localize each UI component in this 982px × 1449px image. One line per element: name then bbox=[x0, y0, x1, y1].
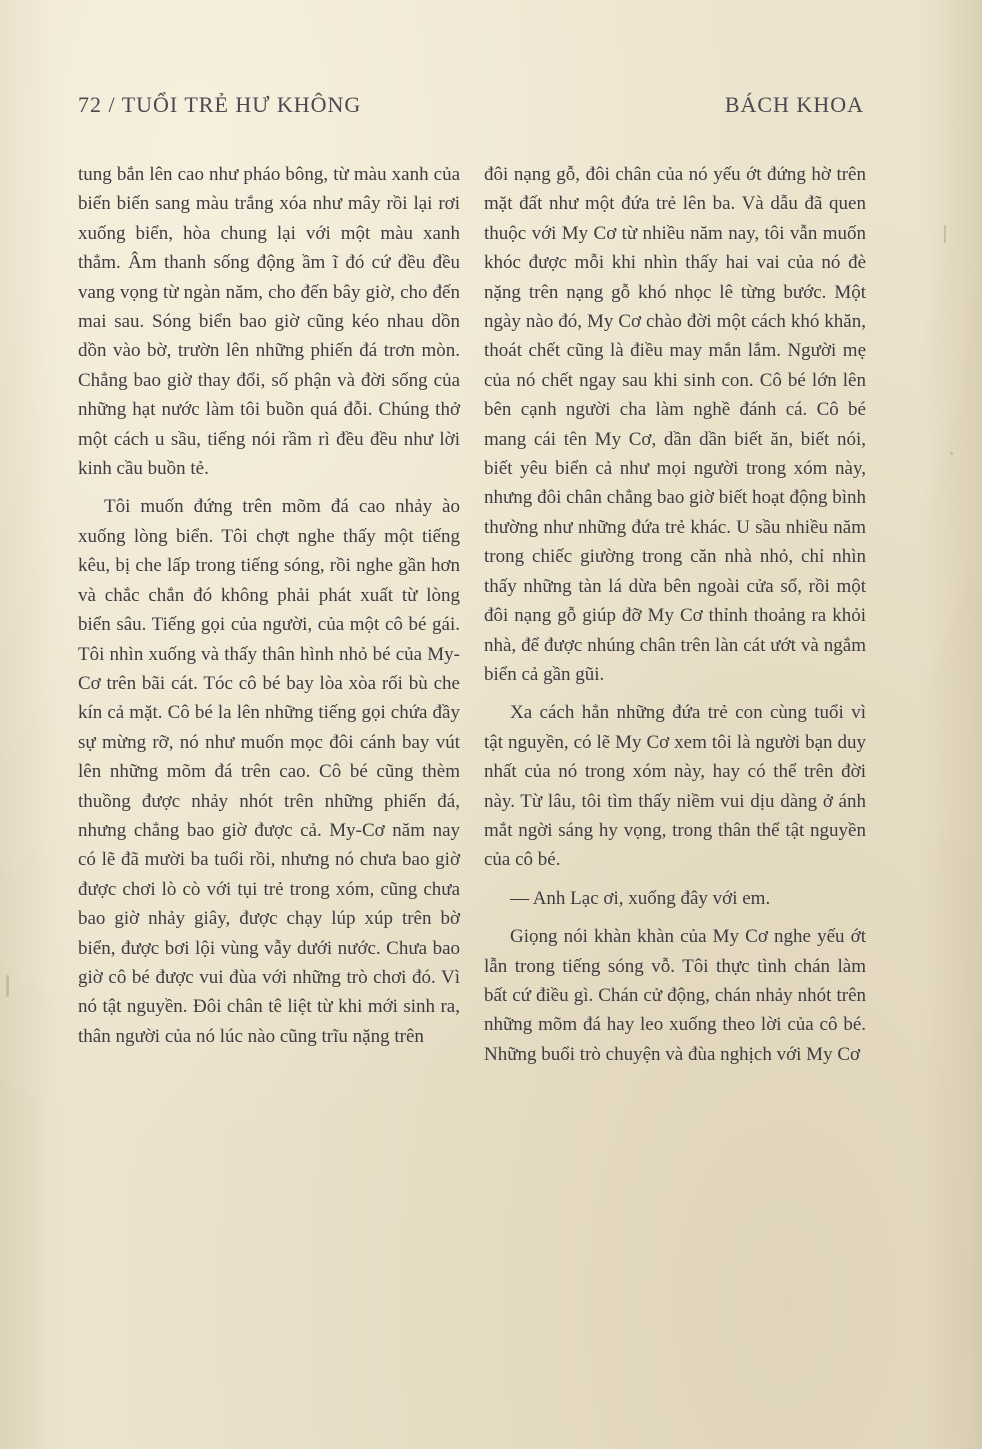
paper-blemish bbox=[6, 975, 9, 997]
paragraph: Tôi muốn đứng trên mõm đá cao nhảy ào xuống lòng biển. Tôi chợt nghe thấy một tiếng kêu, bị che lấp trong tiếng sóng, rồi nghe gần hơn và chắc chắn đó không phải phát xuất từ lòng biển sâu. Tiếng gọi của người, của một cô bé gái. Tôi nhìn xuống và thấy thân hình nhỏ bé của My-Cơ trên bãi cát. Tóc cô bé bay lòa xòa rối bù che kín cả mặt. Cô bé la lên những tiếng gọi chứa đầy sự mừng rỡ, nó như muốn mọc đôi cánh bay vút lên những mõm đá trên cao. Cô bé cũng thèm thuồng được nhảy nhót trên những phiến đá, nhưng chẳng bao giờ được cả. My-Cơ năm nay có lẽ đã mười ba tuổi rồi, nhưng nó chưa bao giờ được chơi lò cò với tụi trẻ trong xóm, cũng chưa bao giờ nhảy giây, được chạy lúp xúp trên bờ biển, được bơi lội vùng vẫy dưới nước. Chưa bao giờ cô bé được vui đùa với những trò chơi đó. Vì nó tật nguyền. Đôi chân tê liệt từ khi mới sinh ra, thân người của nó lúc nào cũng trĩu nặng trên bbox=[78, 496, 460, 1047]
paper-blemish bbox=[944, 225, 946, 243]
page-number-and-title: 72 / TUỔI TRẺ HƯ KHÔNG bbox=[78, 92, 362, 117]
right-column bbox=[484, 160, 866, 1069]
running-header bbox=[78, 92, 864, 122]
paragraph: tung bắn lên cao như pháo bông, từ màu xanh của biển biến sang màu trắng xóa như mây rồi lại rơi xuống biển, hòa chung lại với một màu xanh thẳm. Âm thanh sống động ầm ĩ đó cứ đều đều vang vọng từ ngàn năm, cho đến bây giờ, cho đến mai sau. Sóng biển bao giờ cũng kéo nhau dồn dồn vào bờ, trườn lên những phiến đá trơn mòn. Chẳng bao giờ thay đổi, số phận và đời sống của những hạt nước làm tôi buồn quá đỗi. Chúng thở một cách u sầu, tiếng nói rầm rì đều đều như lời kinh cầu buồn tẻ. bbox=[78, 164, 460, 480]
magazine-name: BÁCH KHOA bbox=[724, 92, 864, 117]
paragraph: đôi nạng gỗ, đôi chân của nó yếu ớt đứng hờ trên mặt đất như một đứa trẻ lên ba. Và dẫu đã quen thuộc với My Cơ từ nhiều năm nay, tôi vẫn muốn khóc được mỗi khi nhìn thấy hai vai của nó đè nặng trên nạng gỗ khó nhọc lê từng bước. Một ngày nào đó, My Cơ chào đời một cách khó khăn, thoát chết cũng là điều may mắn lắm. Người mẹ của nó chết ngay sau khi sinh con. Cô bé lớn lên bên cạnh người cha làm nghề đánh cá. Cô bé mang cái tên My Cơ, dần dần biết ăn, biết nói, biết yêu biển cả như mọi người trong xóm này, nhưng đôi chân chẳng bao giờ biết hoạt động bình thường như những đứa trẻ khác. U sầu nhiều năm trong chiếc giường trong căn nhà nhỏ, chỉ nhìn thấy những tàn lá dừa bên ngoài cửa sổ, rồi một đôi nạng gỗ giúp đỡ My Cơ thỉnh thoảng ra khỏi nhà, để được nhúng chân trên làn cát ướt và ngắm biển cả gần gũi. bbox=[484, 164, 866, 685]
paper-blemish bbox=[950, 452, 953, 455]
left-column bbox=[78, 160, 460, 1051]
paragraph: Xa cách hẳn những đứa trẻ con cùng tuổi vì tật nguyền, có lẽ My Cơ xem tôi là người bạn duy nhất của nó trong xóm này, hay có thể trên đời này. Từ lâu, tôi tìm thấy niềm vui dịu dàng ở ánh mắt ngời sáng hy vọng, trong thân thể tật nguyền của cô bé. bbox=[484, 702, 866, 871]
dialogue-line: — Anh Lạc ơi, xuống đây với em. bbox=[510, 887, 771, 909]
paragraph: Giọng nói khàn khàn của My Cơ nghe yếu ớt lẫn trong tiếng sóng vỗ. Tôi thực tình chán làm bất cứ điều gì. Chán cử động, chán nhảy nhót trên những mõm đá hay leo xuống theo lời của cô bé. Những buổi trò chuyện và đùa nghịch với My Cơ bbox=[484, 926, 866, 1065]
